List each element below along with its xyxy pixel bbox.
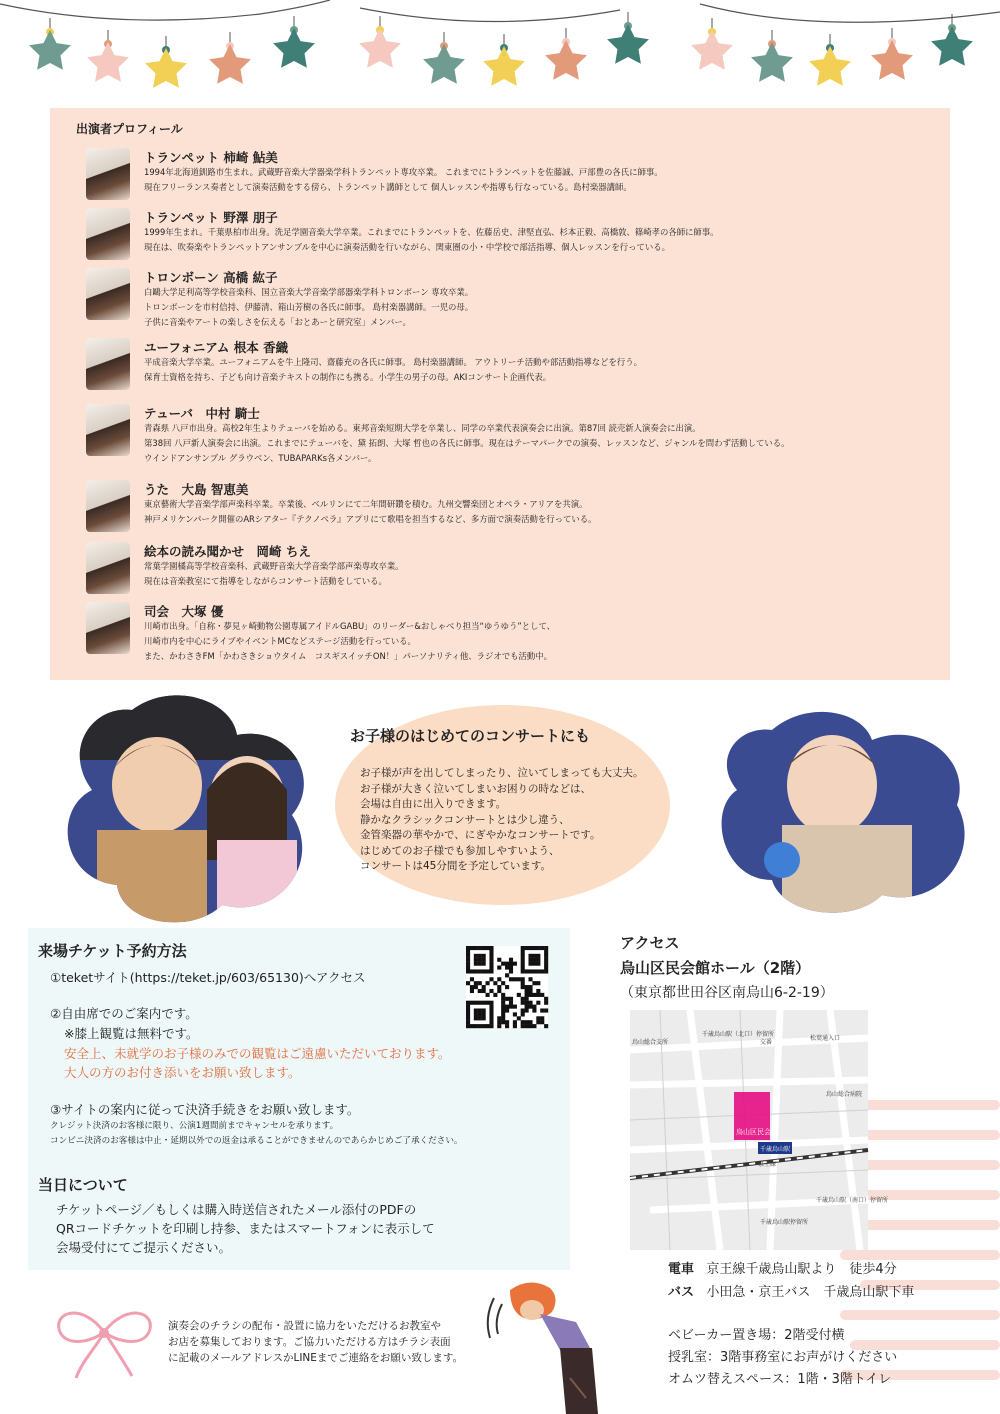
performer-photo: [86, 404, 130, 456]
dayof-title: 当日について: [38, 1176, 128, 1194]
concert-info-text: [360, 766, 644, 875]
map-line-label: 京王線: [758, 1161, 777, 1168]
performer-entry: [86, 268, 936, 328]
bus-label: バス: [668, 1285, 695, 1300]
performer-bio-line: 川崎市内を中心にライブやイベントMCなどステージ活動を行っている。: [144, 636, 416, 646]
performer-photo: [86, 480, 130, 532]
qr-code-icon[interactable]: [466, 946, 548, 1028]
map-station-label: 千歳烏山駅: [760, 1146, 791, 1153]
concert-info-line: 金管楽器の華やかで、にぎやかなコンサートです。: [360, 829, 601, 841]
dayof-line-3: 会場受付にてご提示ください。: [56, 1240, 232, 1255]
ticket-step-1: ①teketサイト(https://teket.jp/603/65130)へアクセス: [50, 970, 366, 985]
performer-bio-line: 子供に音楽やアートの楽しさを伝える「おとあーと研究室」メンバー。: [144, 317, 411, 327]
flyer-note-line: に記載のメールアドレスかLINEまでご連絡をお願い致します。: [168, 1352, 464, 1364]
ticket-title: 来場チケット予約方法: [38, 942, 187, 960]
map-shop-label: 松葉通入口: [810, 1035, 841, 1042]
ticket-step-2: ②自由席でのご案内です。: [50, 1006, 198, 1021]
star-ornament-icon: [691, 30, 733, 70]
performer-photo: [86, 268, 130, 320]
map-stop-label: 千歳烏山駅停留所: [760, 1219, 809, 1226]
facility-diaper: オムツ替えスペース：1階・3階トイレ: [668, 1372, 892, 1387]
venue-address: （東京都世田谷区南烏山6-2-19）: [620, 985, 834, 1001]
flyer-request-note: [168, 1318, 463, 1366]
performer-entry: [86, 148, 936, 208]
performer-photo: [86, 148, 130, 200]
performer-bio: [144, 285, 473, 330]
star-ornament-icon: [273, 28, 315, 68]
star-ornament-icon: [423, 44, 465, 84]
child-photo-right: [712, 700, 974, 915]
concert-info-line: コンサートは45分間を予定しています。: [360, 860, 552, 872]
performer-bio-line: 1999年生まれ。千葉県柏市出身。洗足学園音楽大学卒業。これまでにトランペットを、佐藤岳史、津堅直弘、杉本正毅、高橋敦、篠崎孝の各師に師事。: [144, 227, 719, 237]
performer-bio: [144, 497, 596, 527]
ticket-step-3: ③サイトの案内に従って決済手続きをお願い致します。: [50, 1102, 360, 1117]
ticket-cancel-note: クレジット決済のお客様に限り、公演1週間前までキャンセルを承ります。: [50, 1121, 339, 1131]
concert-info-line: 会場は自由に出入りできます。: [360, 798, 507, 810]
star-ornament-icon: [809, 46, 851, 86]
facility-nursing: 授乳室：3階事務室にお声がけください: [668, 1350, 898, 1365]
star-ornament-icon: [359, 28, 401, 68]
map-branch-label: 烏山総合支所: [632, 1039, 669, 1046]
performer-name: トランペット 野澤 朋子: [144, 210, 278, 225]
facility-stroller: ベビーカー置き場：2階受付横: [668, 1328, 845, 1343]
performer-entry: [86, 404, 936, 464]
dayof-line-2: QRコードチケットを印刷し持参、またはスマートフォンに表示して: [56, 1221, 435, 1236]
star-ornament-icon: [145, 48, 187, 88]
performer-name: テューバ 中村 騎士: [144, 406, 260, 421]
ticket-warning-1: 安全上、未就学のお子様のみでの観覧はご遠慮いただいております。: [64, 1046, 451, 1061]
performer-bio: [144, 355, 642, 385]
performer-name: トランペット 柿崎 鮎美: [144, 150, 278, 165]
star-ornament-icon: [871, 40, 913, 80]
flyer-note-line: お店を募集しております。ご協力いただける方はチラシ表面: [168, 1336, 451, 1348]
performer-photo: [86, 208, 130, 260]
concert-info-line: お子様が大きく泣いてしまいお困りの時などは、: [360, 782, 591, 795]
ticket-warning-2: 大人の方のお付き添いをお願い致します。: [64, 1065, 301, 1080]
performer-bio-line: トロンボーンを市村信持、伊藤清、箱山芳樹の各氏に師事。 島村楽器講師。一児の母。: [144, 302, 474, 312]
dayof-line-1: チケットページ／もしくは購入時送信されたメール添付のPDFの: [56, 1202, 417, 1217]
bus-text: 小田急・京王バス 千歳烏山駅下車: [706, 1285, 915, 1300]
ribbon-bow-icon: [52, 1302, 157, 1382]
performer-bio-line: 現在は、吹奏楽やトランペットアンサンブルを中心に演奏活動を行いながら、関東圏の小・中学校で部活指導、個人レッスンを行っている。: [144, 242, 671, 252]
performer-bio-line: 1994年北海道釧路市生まれ。武蔵野音楽大学器楽学科トランペット専攻卒業。 これまでにトランペットを佐藤誠、戸部豊の各氏に師事。: [144, 167, 663, 177]
performer-name: ユーフォニアム 根本 香織: [144, 340, 289, 355]
performer-bio-line: 現在は音楽教室にて指導をしながらコンサート活動をしている。: [144, 576, 387, 586]
star-ornament-icon: [931, 26, 973, 66]
concert-info-title: お子様のはじめてのコンサートにも: [350, 727, 591, 745]
performer-entry: [86, 542, 936, 602]
performer-name: トロンボーン 高橋 紘子: [144, 270, 278, 285]
access-block: [620, 932, 834, 1002]
performer-bio: [144, 619, 555, 664]
performer-bio-line: 平成音楽大学卒業。ユーフォニアムを牛上隆司、齋藤充の各氏に師事。 島村楽器講師。 アウトリーチ活動や部活動指導などを行う。: [144, 357, 643, 367]
star-ornament-icon: [607, 24, 649, 64]
performer-profile-panel: [50, 108, 950, 680]
performer-bio-line: 第38回 八戸新人演奏会に出演。これまでにテューバを、黛 拓朗、大塚 哲也の各氏に師事。現在はテーマパークでの演奏、レッスンなど、ジャンルを問わず活動している。: [144, 438, 790, 448]
performer-photo: [86, 338, 130, 390]
performer-bio-line: 川崎市出身。「自称・夢見ヶ崎動物公園専属アイドルGABU」のリーダー&おしゃべり担当“ゆうゆう”として、: [144, 621, 556, 631]
train-info: [668, 1258, 897, 1277]
concert-info-line: お子様が声を出してしまったり、泣いてしまっても大丈夫。: [360, 767, 644, 779]
map-koban-label: 交番: [760, 1039, 773, 1046]
performer-photo: [86, 602, 130, 654]
ticket-refund-note: コンビニ決済のお客様は中止・延期以外での返金は承ることができませんのであらかじめご了承ください。: [50, 1136, 463, 1146]
star-ornament-icon: [87, 42, 129, 82]
map-bus-south-label: 千歳烏山駅（南口）停留所: [816, 1197, 889, 1204]
train-label: 電車: [668, 1262, 695, 1277]
star-ornament-icon: [545, 40, 587, 80]
performer-entry: [86, 208, 936, 268]
map-bus-north-label: 千歳烏山駅（北口）停留所: [702, 1031, 775, 1038]
access-map[interactable]: [630, 1010, 889, 1250]
performer-bio: [144, 165, 663, 195]
performer-entry: [86, 338, 936, 398]
performer-name: 絵本の読み聞かせ 岡崎 ちえ: [144, 544, 311, 559]
ticket-info-panel: [28, 928, 570, 1270]
concert-info-line: 静かなクラシックコンサートとは少し違う、: [360, 813, 570, 826]
performer-bio-line: 現在フリーランス奏者として演奏活動をする傍ら、トランペット講師として 個人レッスンや指導も行なっている。島村楽器講師。: [144, 182, 632, 192]
profile-heading: 出演者プロフィール: [76, 122, 183, 136]
performer-bio-line: 白鷗大学足利高等学校音楽科、国立音楽大学音楽学部器楽学科トロンボーン 専攻卒業。: [144, 287, 474, 297]
performer-bio-line: 常葉学園橘高等学校音楽科、武蔵野音楽大学音楽学部声楽専攻卒業。: [144, 561, 404, 571]
performer-bio-line: 神戸メリケンパーク開催のARシアター『テクノペラ』アプリにて歌唱を担当するなど、多方面で演奏活動を行っている。: [144, 514, 597, 524]
star-garland: [0, 0, 1000, 100]
star-ornament-icon: [29, 30, 71, 70]
star-ornament-icon: [483, 46, 525, 86]
performer-entry: [86, 602, 936, 662]
bus-info: [668, 1281, 914, 1300]
ticket-step-2-note: ※膝上観覧は無料です。: [64, 1026, 199, 1041]
venue-name: 烏山区民会館ホール（2階）: [620, 959, 811, 977]
concert-info-line: はじめてのお子様でも参加しやすいよう、: [360, 844, 560, 857]
train-text: 京王線千歳烏山駅より 徒歩4分: [706, 1262, 897, 1277]
map-hospital-label: 烏山総合病院: [826, 1091, 863, 1098]
performer-bio-line: ウインドアンサンブル グラウベン、TUBAPARKs各メンバー。: [144, 453, 377, 463]
performer-bio-line: 保育士資格を持ち、子ども向け音楽テキストの制作にも携る。小学生の男子の母。AKIコンサート企画代表。: [144, 372, 552, 382]
performer-bio-line: また、かわさきFM「かわさきショウタイム コスギスイッチON！」パーソナリティ他、ラジオでも活動中。: [144, 651, 553, 661]
map-hall-label: 烏山区民会館: [736, 1128, 778, 1136]
performer-entry: [86, 480, 936, 540]
access-title: アクセス: [620, 934, 680, 952]
star-ornament-icon: [751, 42, 793, 82]
performer-bio: [144, 421, 790, 466]
performer-bio-line: 青森県 八戸市出身。高校2年生よりテューバを始める。東邦音楽短期大学を卒業し、同学の卒業代表演奏会に出演。第87回 読売新人演奏会に出演。: [144, 423, 701, 433]
flyer-note-line: 演奏会のチラシの配布・設置に協力をいただけるお教室や: [168, 1320, 441, 1332]
performer-name: 司会 大塚 優: [144, 604, 224, 619]
performer-bio-line: 東京藝術大学音楽学部声楽科卒業。卒業後、ベルリンにて二年間研鑽を積む。九州交響楽団とオペラ・アリアを共演。: [144, 499, 588, 509]
children-photo-left: [62, 690, 312, 922]
performer-name: うた 大島 智恵美: [144, 482, 249, 497]
performer-bio: [144, 559, 404, 589]
star-ornament-icon: [209, 44, 251, 84]
bowing-woman-illustration-icon: [480, 1278, 610, 1414]
performer-bio: [144, 225, 719, 255]
performer-photo: [86, 542, 130, 594]
